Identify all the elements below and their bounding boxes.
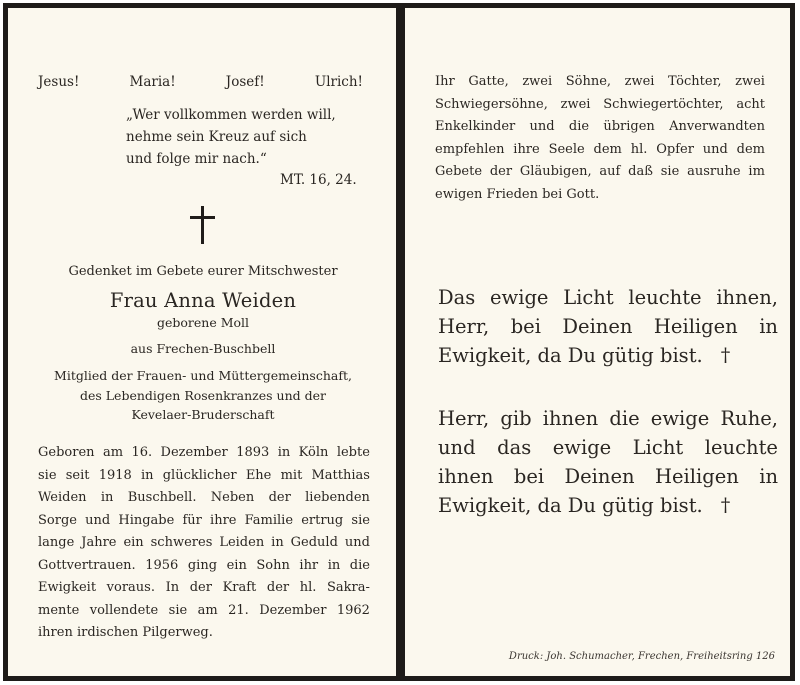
family-line: Ihr Gatte, zwei Söhne, zwei Töchter, zwei xyxy=(435,74,765,89)
prayer-line: und das ewige Licht leuchte xyxy=(438,436,778,459)
membership-line: des Lebendigen Rosenkranzes und der xyxy=(79,387,327,403)
left-page xyxy=(8,8,396,681)
bio-line: lange Jahre ein schweres Leiden in Geduld und xyxy=(38,535,370,550)
bio-line: Weiden in Buschbell. Neben der liebenden xyxy=(38,490,370,505)
dagger-icon: † xyxy=(720,494,731,516)
family-line: Gebete der Gläubigen, auf daß sie ausruhe im xyxy=(435,164,765,179)
bio-line: Geboren am 16. Dezember 1893 in Köln lebte xyxy=(38,445,370,460)
family-line: empfehlen ihre Seele dem hl. Opfer und dem xyxy=(435,141,765,157)
family-line: Enkelkinder und die übrigen Anverwandten xyxy=(435,119,765,134)
prayer-line: Herr, gib ihnen die ewige Ruhe, xyxy=(438,407,778,430)
cross-icon xyxy=(188,206,218,244)
membership-line: Mitglied der Frauen- und Müttergemeinschaft, xyxy=(54,368,352,383)
holy-name: Josef! xyxy=(225,74,265,90)
hometown: aus Frechen-Buschbell xyxy=(130,341,276,356)
prayer-line: ihnen bei Deinen Heiligen in xyxy=(438,465,778,488)
holy-name: Jesus! xyxy=(38,74,80,90)
bio-line: mente vollendete sie am 21. Dezember 1962 xyxy=(38,602,370,618)
quote-line: und folge mir nach.“ xyxy=(126,151,267,167)
biography xyxy=(38,442,370,645)
family-notice xyxy=(435,71,765,206)
bio-line: Gottvertrauen. 1956 ging ein Sohn ihr in die xyxy=(38,557,370,573)
card-fold xyxy=(396,3,405,681)
deceased-name: Frau Anna Weiden xyxy=(109,289,297,312)
right-page xyxy=(405,8,790,681)
holy-name: Maria! xyxy=(129,74,176,90)
prayer-line: Ewigkeit, da Du gütig bist. † xyxy=(438,491,778,520)
bio-line: Sorge und Hingabe für ihre Familie ertrug sie xyxy=(38,512,370,528)
family-line: ewigen Frieden bei Gott. xyxy=(435,186,600,202)
verse-reference: MT. 16, 24. xyxy=(280,172,357,188)
memberships xyxy=(38,366,368,425)
membership-line: Kevelaer-Bruderschaft xyxy=(131,407,275,422)
bio-line: sie seit 1918 in glücklicher Ehe mit Matthias xyxy=(38,467,370,483)
dagger-icon: † xyxy=(720,344,731,366)
prayer-line: Das ewige Licht leuchte ihnen, xyxy=(438,286,778,309)
holy-name: Ulrich! xyxy=(314,74,363,90)
bio-line: Ewigkeit voraus. In der Kraft der hl. Sakra- xyxy=(38,580,370,595)
printer-credit: Druck: Joh. Schumacher, Frechen, Freiheitsring 126 xyxy=(508,651,775,662)
prayer-line: Herr, bei Deinen Heiligen in xyxy=(438,315,778,338)
bio-line: ihren irdischen Pilgerweg. xyxy=(38,625,213,640)
family-line: Schwiegersöhne, zwei Schwiegertöchter, acht xyxy=(435,96,765,112)
prayer-eternal-rest xyxy=(438,404,778,520)
bible-quote xyxy=(126,104,366,170)
prayer-eternal-light xyxy=(438,283,778,370)
prayer-line: Ewigkeit, da Du gütig bist. † xyxy=(438,341,778,370)
holy-names xyxy=(38,74,363,90)
quote-line: nehme sein Kreuz auf sich xyxy=(126,129,307,145)
maiden-name: geborene Moll xyxy=(156,315,250,330)
remember-line: Gedenket im Gebete eurer Mitschwester xyxy=(68,264,338,279)
quote-line: „Wer vollkommen werden will, xyxy=(126,107,336,123)
